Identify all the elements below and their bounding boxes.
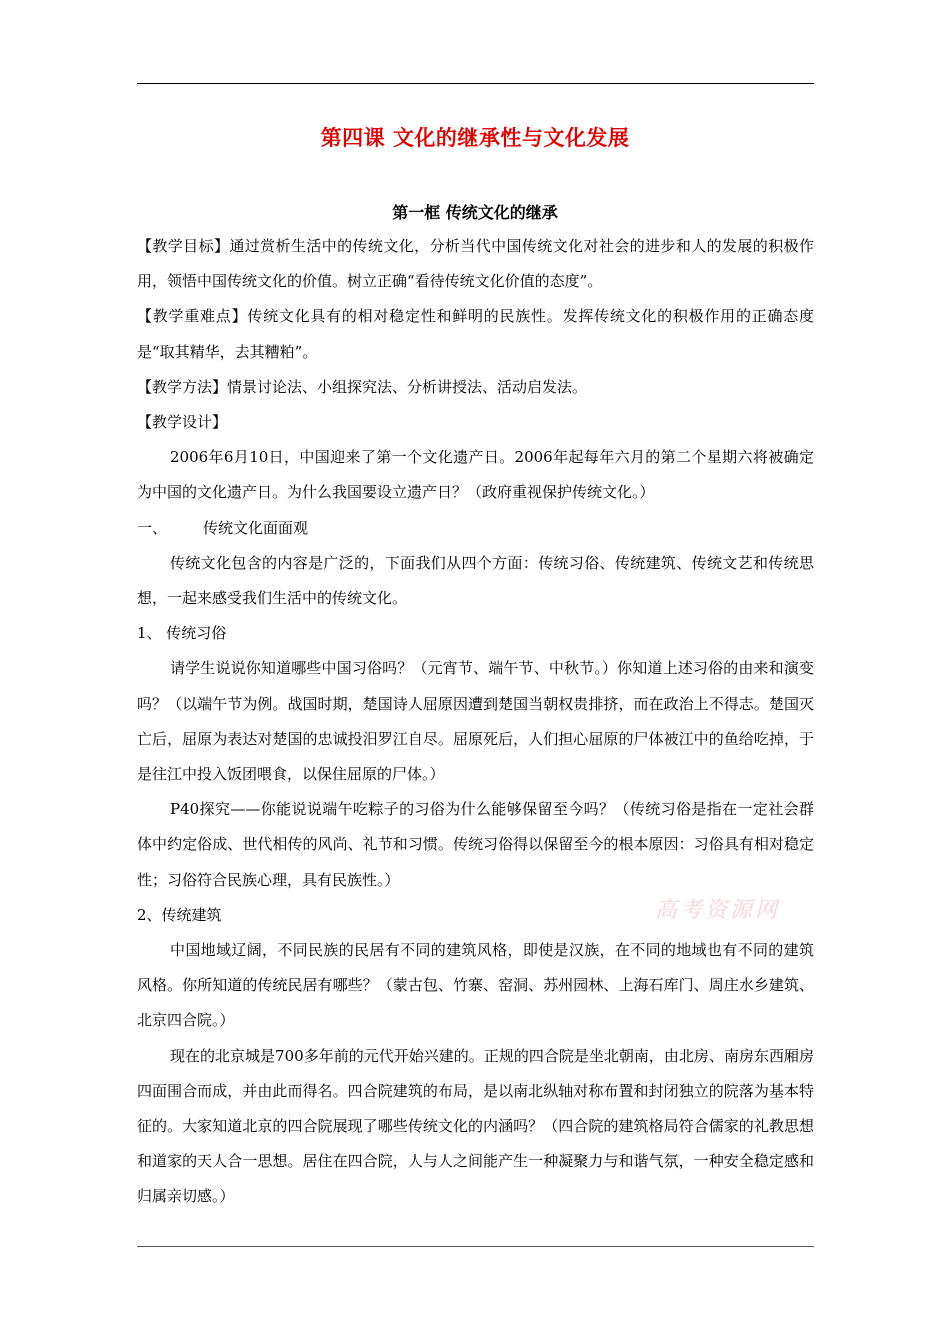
subsection-heading-architecture: 2、传统建筑	[137, 905, 222, 924]
lesson-title: 第四课 文化的继承性与文化发展	[320, 125, 630, 150]
watermark: 高考资源网	[655, 898, 781, 923]
section-title: 传统文化面面观	[203, 518, 309, 537]
section-paragraph: 传统文化包含的内容是广泛的，下面我们从四个方面：传统习俗、传统建筑、传统文艺和传统思想，一起来感受我们生活中的传统文化。	[137, 553, 814, 608]
teaching-methods: 【教学方法】情景讨论法、小组探究法、分析讲授法、活动启发法。	[137, 377, 588, 396]
customs-paragraph-2: P40探究——你能说说端午吃粽子的习俗为什么能够保留至今吗？（传统习俗是指在一定社会群体中约定俗成、世代相传的风尚、礼节和习惯。传统习俗得以保留至今的根本原因：习俗具有相对稳定性；习俗符合民族心理，具有民族性。）	[137, 800, 814, 889]
header-rule	[137, 83, 814, 84]
section-heading	[137, 511, 814, 546]
section-subtitle: 第一框 传统文化的继承	[392, 203, 558, 222]
footer-rule	[137, 1246, 814, 1247]
section-number: 一、	[137, 518, 168, 537]
customs-paragraph-1: 请学生说说你知道哪些中国习俗吗？（元宵节、端午节、中秋节。）你知道上述习俗的由来和演变吗？（以端午节为例。战国时期，楚国诗人屈原因遭到楚国当朝权贵排挤，而在政治上不得志。楚国灭亡后，屈原为表达对楚国的忠诚投汨罗江自尽。屈原死后，人们担心屈原的尸体被江中的鱼给吃掉，于是往江中投入饭团喂食，以保住屈原的尸体。）	[137, 659, 814, 784]
architecture-paragraph-2: 现在的北京城是700多年前的元代开始兴建的。正规的四合院是坐北朝南，由北房、南房东西厢房四面围合而成，并由此而得名。四合院建筑的布局，是以南北纵轴对称布置和封闭独立的院落为基本特征的。大家知道北京的四合院展现了哪些传统文化的内涵吗？（四合院的建筑格局符合儒家的礼教思想和道家的天人合一思想。居住在四合院，人与人之间能产生一种凝聚力与和谐气氛，一种安全稳定感和归属亲切感。）	[137, 1046, 814, 1206]
architecture-paragraph-1: 中国地域辽阔，不同民族的民居有不同的建筑风格，即使是汉族，在不同的地域也有不同的建筑风格。你所知道的传统民居有哪些？（蒙古包、竹寨、窑洞、苏州园林、上海石库门、周庄水乡建筑、北京四合院。）	[137, 941, 814, 1030]
teaching-objectives: 【教学目标】通过赏析生活中的传统文化，分析当代中国传统文化对社会的进步和人的发展的积极作用，领悟中国传统文化的价值。树立正确“看待传统文化价值的态度”。	[137, 237, 814, 291]
subsection-heading-customs: 1、 传统习俗	[137, 624, 227, 643]
teaching-key-points: 【教学重难点】传统文化具有的相对稳定性和鲜明的民族性。发挥传统文化的积极作用的正确态度是“取其精华，去其糟粕”。	[137, 307, 814, 361]
document-body	[137, 229, 814, 1215]
teaching-design-heading: 【教学设计】	[137, 413, 228, 432]
intro-paragraph: 2006年6月10日，中国迎来了第一个文化遗产日。2006年起每年六月的第二个星期六将被确定为中国的文化遗产日。为什么我国要设立遗产日？（政府重视保护传统文化。）	[137, 448, 814, 502]
